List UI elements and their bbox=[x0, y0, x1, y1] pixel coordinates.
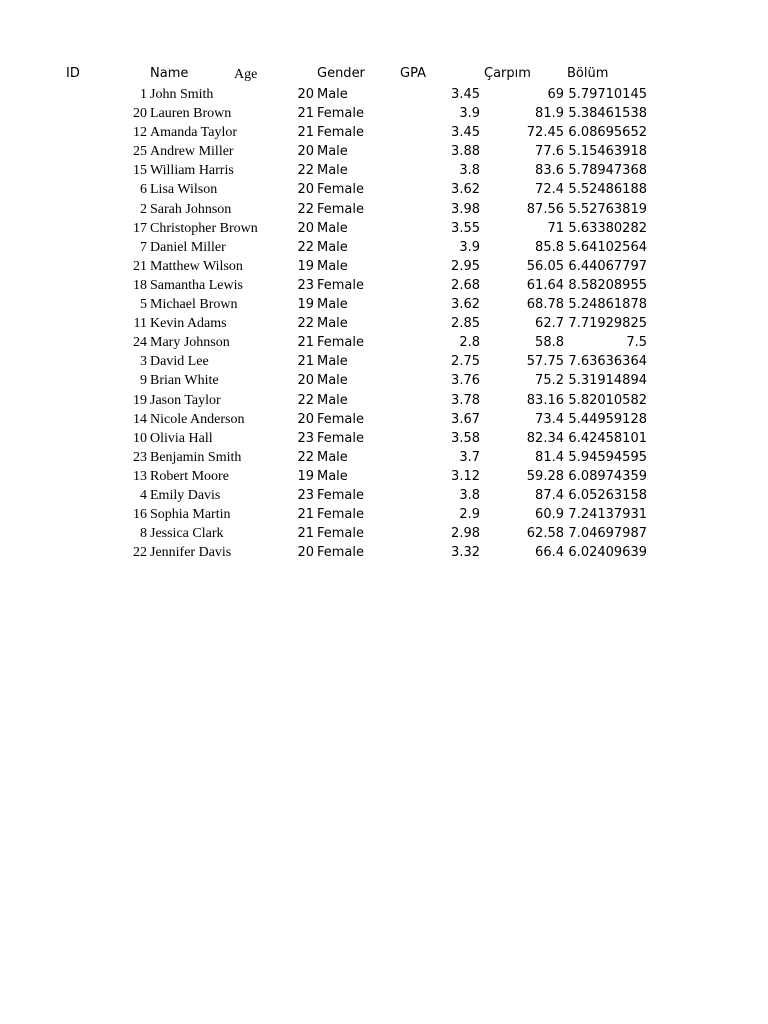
table-row bbox=[0, 314, 768, 333]
cell-bolum: 6.42458101 bbox=[568, 430, 647, 446]
cell-name: Samantha Lewis bbox=[150, 277, 243, 293]
cell-carpim: 66.4 bbox=[535, 545, 564, 561]
cell-age: 22 bbox=[297, 163, 314, 179]
cell-gpa: 2.85 bbox=[451, 316, 480, 332]
cell-id: 1 bbox=[140, 87, 147, 102]
cell-name: Mary Johnson bbox=[150, 335, 230, 351]
table-row bbox=[0, 180, 768, 199]
cell-gender: Female bbox=[317, 545, 365, 561]
cell-id: 24 bbox=[133, 335, 147, 351]
cell-age: 20 bbox=[297, 144, 314, 160]
cell-age: 21 bbox=[297, 106, 314, 122]
cell-gender: Female bbox=[317, 201, 365, 217]
cell-gender: Female bbox=[317, 526, 365, 542]
cell-gpa: 3.8 bbox=[459, 487, 480, 503]
cell-name: Jessica Clark bbox=[150, 526, 224, 542]
cell-gpa: 3.62 bbox=[451, 182, 480, 198]
cell-age: 22 bbox=[297, 239, 314, 255]
cell-gpa: 3.45 bbox=[451, 125, 480, 141]
cell-id: 21 bbox=[133, 258, 147, 274]
cell-carpim: 87.56 bbox=[526, 201, 564, 217]
cell-gpa: 3.58 bbox=[451, 430, 480, 446]
cell-name: Jennifer Davis bbox=[150, 545, 232, 561]
cell-carpim: 83.6 bbox=[535, 163, 564, 179]
cell-id: 12 bbox=[133, 125, 147, 141]
cell-gpa: 2.98 bbox=[451, 526, 480, 542]
cell-carpim: 68.78 bbox=[526, 297, 564, 313]
cell-id: 18 bbox=[133, 277, 147, 293]
cell-name: John Smith bbox=[150, 87, 214, 102]
cell-age: 20 bbox=[297, 182, 314, 198]
cell-name: Christopher Brown bbox=[150, 220, 258, 236]
table-row bbox=[0, 276, 768, 295]
cell-bolum: 5.94594595 bbox=[568, 449, 647, 465]
table-row bbox=[0, 257, 768, 276]
cell-carpim: 57.75 bbox=[526, 354, 564, 370]
cell-bolum: 6.44067797 bbox=[568, 258, 647, 274]
cell-bolum: 5.79710145 bbox=[568, 87, 647, 102]
cell-age: 22 bbox=[297, 316, 314, 332]
cell-carpim: 72.45 bbox=[526, 125, 564, 141]
cell-gender: Male bbox=[317, 373, 348, 389]
cell-gpa: 3.8 bbox=[459, 163, 480, 179]
table-row bbox=[0, 200, 768, 219]
cell-age: 22 bbox=[297, 449, 314, 465]
cell-carpim: 71 bbox=[547, 220, 564, 236]
cell-bolum: 5.64102564 bbox=[568, 239, 647, 255]
cell-id: 7 bbox=[140, 239, 147, 255]
cell-id: 25 bbox=[133, 144, 147, 160]
cell-id: 5 bbox=[140, 297, 147, 313]
cell-name: Lauren Brown bbox=[150, 106, 232, 122]
cell-carpim: 56.05 bbox=[526, 258, 564, 274]
header-gpa: GPA bbox=[400, 66, 426, 81]
cell-gpa: 3.9 bbox=[459, 106, 480, 122]
cell-bolum: 5.44959128 bbox=[568, 411, 647, 427]
cell-id: 23 bbox=[133, 449, 147, 465]
cell-gpa: 3.78 bbox=[451, 392, 480, 408]
table-row bbox=[0, 333, 768, 352]
cell-gender: Female bbox=[317, 335, 365, 351]
table-row bbox=[0, 467, 768, 486]
table-row bbox=[0, 295, 768, 314]
cell-bolum: 6.02409639 bbox=[568, 545, 647, 561]
cell-gender: Female bbox=[317, 182, 365, 198]
table-row bbox=[0, 123, 768, 142]
table-row bbox=[0, 104, 768, 123]
cell-age: 21 bbox=[297, 125, 314, 141]
cell-bolum: 5.82010582 bbox=[568, 392, 647, 408]
cell-bolum: 5.52486188 bbox=[568, 182, 647, 198]
cell-id: 8 bbox=[140, 526, 147, 542]
table-row bbox=[0, 238, 768, 257]
cell-age: 20 bbox=[297, 220, 314, 236]
cell-id: 20 bbox=[133, 106, 147, 122]
cell-age: 23 bbox=[297, 277, 314, 293]
header-age: Age bbox=[234, 67, 258, 82]
cell-id: 19 bbox=[133, 392, 147, 408]
cell-gpa: 3.62 bbox=[451, 297, 480, 313]
cell-id: 14 bbox=[133, 411, 147, 427]
cell-bolum: 5.52763819 bbox=[568, 201, 647, 217]
cell-age: 21 bbox=[297, 335, 314, 351]
cell-bolum: 5.31914894 bbox=[568, 373, 647, 389]
cell-name: Kevin Adams bbox=[150, 316, 227, 332]
cell-carpim: 58.8 bbox=[535, 335, 564, 351]
cell-id: 6 bbox=[140, 182, 147, 198]
header-bolum: Bölüm bbox=[567, 66, 609, 81]
cell-age: 23 bbox=[297, 487, 314, 503]
cell-carpim: 61.64 bbox=[526, 277, 564, 293]
cell-bolum: 7.24137931 bbox=[568, 507, 647, 523]
cell-carpim: 75.2 bbox=[535, 373, 564, 389]
cell-name: David Lee bbox=[150, 354, 209, 370]
cell-age: 21 bbox=[297, 507, 314, 523]
cell-gender: Female bbox=[317, 106, 365, 122]
cell-name: Andrew Miller bbox=[150, 144, 234, 160]
cell-gender: Male bbox=[317, 258, 348, 274]
cell-id: 9 bbox=[140, 373, 147, 389]
cell-name: Benjamin Smith bbox=[150, 449, 242, 465]
cell-id: 17 bbox=[133, 220, 147, 236]
cell-gpa: 3.9 bbox=[459, 239, 480, 255]
table-row bbox=[0, 85, 768, 104]
cell-gpa: 2.95 bbox=[451, 258, 480, 274]
cell-age: 22 bbox=[297, 201, 314, 217]
cell-gender: Female bbox=[317, 411, 365, 427]
cell-gpa: 3.88 bbox=[451, 144, 480, 160]
cell-name: Robert Moore bbox=[150, 468, 229, 484]
cell-name: Michael Brown bbox=[150, 297, 238, 313]
cell-carpim: 81.9 bbox=[535, 106, 564, 122]
table-row bbox=[0, 505, 768, 524]
cell-gender: Female bbox=[317, 507, 365, 523]
cell-gender: Male bbox=[317, 354, 348, 370]
cell-carpim: 62.7 bbox=[535, 316, 564, 332]
cell-carpim: 81.4 bbox=[535, 449, 564, 465]
cell-age: 23 bbox=[297, 430, 314, 446]
cell-gpa: 3.32 bbox=[451, 545, 480, 561]
cell-gpa: 2.9 bbox=[459, 507, 480, 523]
cell-bolum: 5.24861878 bbox=[568, 297, 647, 313]
cell-bolum: 7.71929825 bbox=[568, 316, 647, 332]
cell-id: 16 bbox=[133, 507, 147, 523]
cell-carpim: 83.16 bbox=[526, 392, 564, 408]
table-row bbox=[0, 161, 768, 180]
cell-id: 4 bbox=[140, 487, 147, 503]
cell-gender: Male bbox=[317, 144, 348, 160]
cell-gender: Male bbox=[317, 87, 348, 102]
cell-gender: Male bbox=[317, 449, 348, 465]
table-row bbox=[0, 543, 768, 562]
cell-carpim: 73.4 bbox=[535, 411, 564, 427]
cell-gender: Male bbox=[317, 392, 348, 408]
table-row bbox=[0, 219, 768, 238]
cell-bolum: 5.78947368 bbox=[568, 163, 647, 179]
cell-gpa: 3.55 bbox=[451, 220, 480, 236]
cell-carpim: 72.4 bbox=[535, 182, 564, 198]
cell-gender: Female bbox=[317, 487, 365, 503]
cell-age: 22 bbox=[297, 392, 314, 408]
cell-id: 3 bbox=[140, 354, 147, 370]
cell-gpa: 3.67 bbox=[451, 411, 480, 427]
cell-name: Amanda Taylor bbox=[150, 125, 238, 141]
cell-age: 20 bbox=[297, 545, 314, 561]
cell-id: 10 bbox=[133, 430, 147, 446]
cell-gpa: 3.45 bbox=[451, 87, 480, 102]
cell-name: Brian White bbox=[150, 373, 219, 389]
cell-gpa: 3.76 bbox=[451, 373, 480, 389]
cell-gender: Male bbox=[317, 297, 348, 313]
cell-gpa: 3.7 bbox=[459, 449, 480, 465]
cell-name: Daniel Miller bbox=[150, 239, 226, 255]
cell-carpim: 87.4 bbox=[535, 487, 564, 503]
cell-id: 11 bbox=[133, 316, 147, 332]
table-row bbox=[0, 352, 768, 371]
cell-bolum: 6.08974359 bbox=[568, 468, 647, 484]
header-id: ID bbox=[66, 66, 80, 81]
header-gender: Gender bbox=[317, 66, 365, 81]
cell-gender: Male bbox=[317, 163, 348, 179]
cell-age: 21 bbox=[297, 526, 314, 542]
cell-name: William Harris bbox=[150, 163, 234, 179]
table-row bbox=[0, 410, 768, 429]
cell-bolum: 5.15463918 bbox=[568, 144, 647, 160]
table-row bbox=[0, 429, 768, 448]
cell-bolum: 8.58208955 bbox=[568, 277, 647, 293]
cell-gpa: 3.12 bbox=[451, 468, 480, 484]
cell-gender: Female bbox=[317, 125, 365, 141]
cell-name: Lisa Wilson bbox=[150, 182, 218, 198]
cell-age: 21 bbox=[297, 354, 314, 370]
cell-carpim: 69 bbox=[547, 87, 564, 102]
cell-age: 20 bbox=[297, 411, 314, 427]
cell-gender: Male bbox=[317, 316, 348, 332]
cell-name: Matthew Wilson bbox=[150, 258, 243, 274]
cell-id: 15 bbox=[133, 163, 147, 179]
header-name: Name bbox=[150, 66, 189, 81]
table-row bbox=[0, 371, 768, 390]
cell-id: 13 bbox=[133, 468, 147, 484]
cell-gpa: 2.68 bbox=[451, 277, 480, 293]
cell-bolum: 5.38461538 bbox=[568, 106, 647, 122]
cell-id: 2 bbox=[140, 201, 147, 217]
cell-gender: Female bbox=[317, 277, 365, 293]
cell-bolum: 7.63636364 bbox=[568, 354, 647, 370]
cell-carpim: 85.8 bbox=[535, 239, 564, 255]
table-row bbox=[0, 524, 768, 543]
cell-bolum: 7.5 bbox=[626, 335, 647, 351]
cell-carpim: 59.28 bbox=[526, 468, 564, 484]
cell-bolum: 7.04697987 bbox=[568, 526, 647, 542]
cell-age: 19 bbox=[297, 258, 314, 274]
cell-age: 19 bbox=[297, 297, 314, 313]
cell-gpa: 3.98 bbox=[451, 201, 480, 217]
cell-name: Nicole Anderson bbox=[150, 411, 245, 427]
cell-age: 20 bbox=[297, 87, 314, 102]
cell-age: 20 bbox=[297, 373, 314, 389]
table-row bbox=[0, 486, 768, 505]
cell-age: 19 bbox=[297, 468, 314, 484]
cell-name: Emily Davis bbox=[150, 487, 221, 503]
table-row bbox=[0, 391, 768, 410]
cell-name: Sarah Johnson bbox=[150, 201, 232, 217]
cell-carpim: 82.34 bbox=[526, 430, 564, 446]
cell-gpa: 2.8 bbox=[459, 335, 480, 351]
data-rows bbox=[0, 85, 768, 562]
cell-gender: Male bbox=[317, 220, 348, 236]
table-row bbox=[0, 448, 768, 467]
cell-carpim: 62.58 bbox=[526, 526, 564, 542]
cell-name: Olivia Hall bbox=[150, 430, 213, 446]
cell-bolum: 5.63380282 bbox=[568, 220, 647, 236]
cell-gender: Male bbox=[317, 468, 348, 484]
cell-id: 22 bbox=[133, 545, 147, 561]
table-row bbox=[0, 142, 768, 161]
cell-bolum: 6.08695652 bbox=[568, 125, 647, 141]
cell-carpim: 60.9 bbox=[535, 507, 564, 523]
cell-gpa: 2.75 bbox=[451, 354, 480, 370]
cell-gender: Male bbox=[317, 239, 348, 255]
cell-gender: Female bbox=[317, 430, 365, 446]
cell-name: Jason Taylor bbox=[150, 392, 221, 408]
cell-name: Sophia Martin bbox=[150, 507, 231, 523]
cell-bolum: 6.05263158 bbox=[568, 487, 647, 503]
cell-carpim: 77.6 bbox=[535, 144, 564, 160]
header-carpim: Çarpım bbox=[484, 66, 531, 81]
